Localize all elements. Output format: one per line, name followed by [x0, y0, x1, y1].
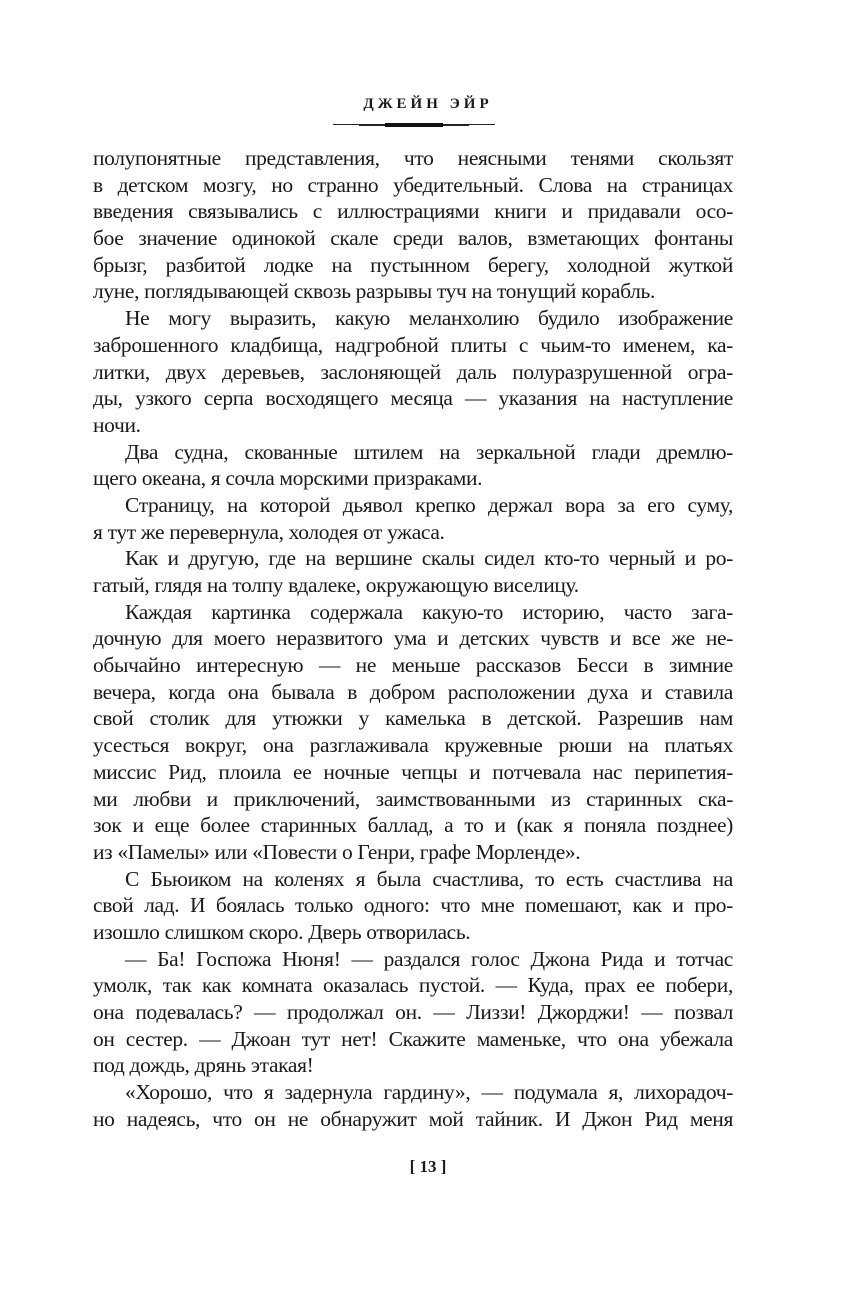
text-line: умолк, так как комната оказалась пустой. — Куда, прах ее побери,: [93, 973, 733, 998]
text-line: Два судна, скованные штилем на зеркальной глади дремлю-: [125, 439, 733, 464]
text-line: усесться вокруг, она разглаживала кружевные рюши на платьях: [93, 733, 733, 758]
text-line: введения связывались с иллюстрациями книги и придавали осо-: [93, 199, 733, 224]
text-line: литки, двух деревьев, заслоняющей даль полуразрушенной огра-: [93, 359, 733, 384]
text-line: Страницу, на которой дьявол крепко держал вора за его суму,: [125, 492, 733, 517]
text-line: изошло слишком скоро. Дверь отворилась.: [93, 919, 471, 944]
text-line: я тут же перевернула, холодея от ужаса.: [93, 519, 445, 544]
text-line: брызг, разбитой лодке на пустынном берегу, холодной жуткой: [93, 252, 733, 277]
text-line: в детском мозгу, но странно убедительный. Слова на страницах: [93, 172, 733, 197]
header-rule-ornament: [333, 122, 495, 128]
text-line: обычайно интересную — не меньше рассказов Бесси в зимние: [93, 653, 733, 678]
text-line: Не могу выразить, какую меланхолию будило изображение: [125, 306, 733, 331]
text-line: полупонятные представления, что неясными тенями скользят: [93, 146, 733, 170]
text-line: свой столик для утюжки у камелька в детской. Разрешив нам: [93, 706, 733, 731]
text-line: свой лад. И боялась только одного: что мне помешают, как и про-: [93, 893, 733, 918]
text-line: но надеясь, что он не обнаружит мой тайник. И Джон Рид меня: [93, 1106, 733, 1131]
text-line: заброшенного кладбища, надгробной плиты с чьим-то именем, ка-: [93, 332, 733, 357]
text-line: щего океана, я сочла морскими призраками.: [93, 466, 483, 491]
text-line: гатый, глядя на толпу вдалеке, окружающую виселицу.: [93, 573, 579, 597]
text-line: ночи.: [93, 412, 141, 437]
text-line: Каждая картинка содержала какую-то историю, часто зага-: [125, 599, 733, 624]
running-head: ДЖЕЙН ЭЙР: [363, 96, 493, 112]
text-line: вечера, когда она бывала в добром расположении духа и ставила: [93, 679, 733, 704]
text-line: под дождь, дрянь этакая!: [93, 1053, 314, 1078]
text-line: он сестер. — Джоан тут нет! Скажите маменьке, что она убежала: [93, 1026, 733, 1051]
page-number: [ 13 ]: [409, 1157, 447, 1176]
text-line: луне, поглядывающей сквозь разрывы туч на тонущий корабль.: [93, 279, 656, 304]
text-line: ми любви и приключений, заимствованными из старинных ска-: [93, 786, 733, 811]
text-line: она подевалась? — продолжал он. — Лиззи! Джорджи! — позвал: [93, 1000, 733, 1024]
text-line: «Хорошо, что я задернула гардину», — подумала я, лихорадоч-: [125, 1080, 733, 1105]
text-line: зок и еще более старинных баллад, а то и (как я поняла позднее): [93, 813, 733, 838]
text-line: бое значение одинокой скале среди валов, взметающих фонтаны: [93, 226, 733, 251]
text-line: из «Памелы» или «Повести о Генри, графе Морленде».: [93, 839, 581, 864]
text-line: ды, узкого серпа восходящего месяца — указания на наступление: [93, 386, 733, 411]
text-line: С Бьюиком на коленях я была счастлива, то есть счастлива на: [125, 866, 733, 891]
body-text: [93, 145, 733, 1132]
text-line: — Ба! Госпожа Нюня! — раздался голос Джона Рида и тотчас: [125, 946, 733, 971]
header-rule-thick: [385, 123, 443, 127]
text-line: миссис Рид, плоила ее ночные чепцы и потчевала нас перипетия-: [93, 759, 733, 784]
text-line: Как и другую, где на вершине скалы сидел кто-то черный и ро-: [125, 546, 733, 571]
text-line: дочную для моего неразвитого ума и детских чувств и все же не-: [93, 626, 733, 651]
